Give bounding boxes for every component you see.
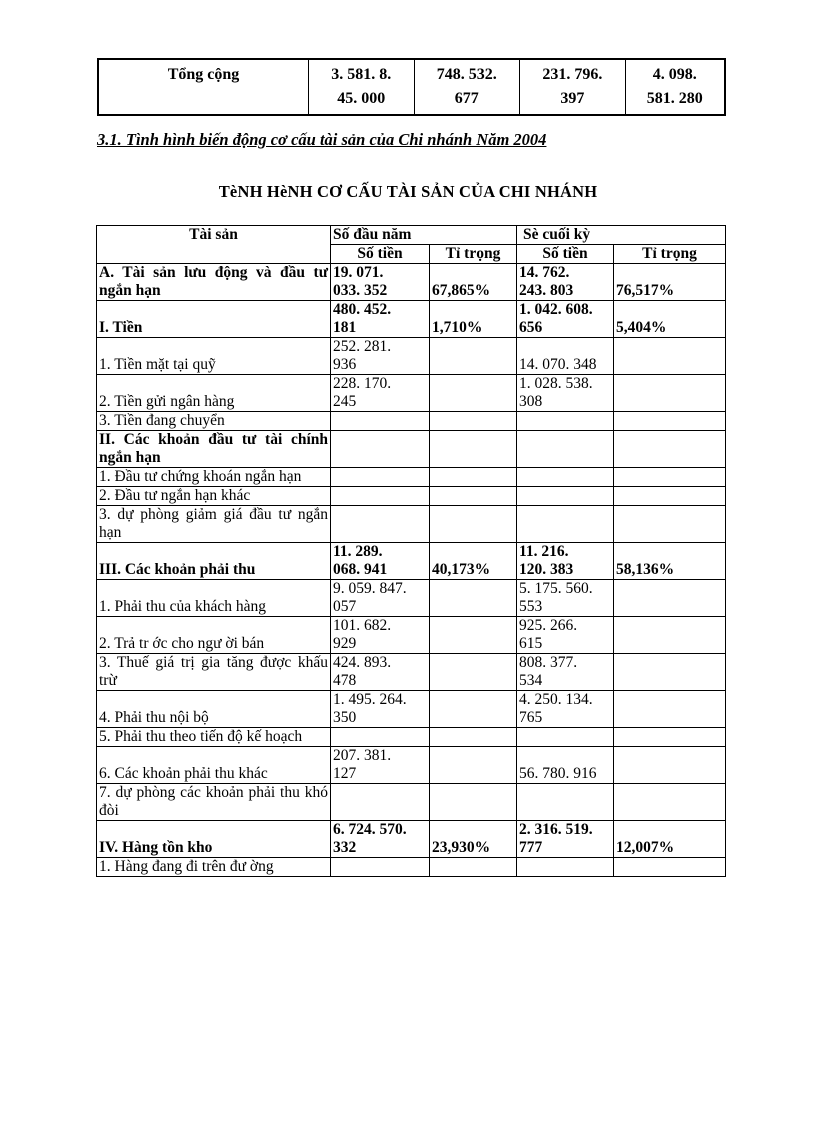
row-end-ratio <box>614 580 726 617</box>
table-row <box>97 264 726 301</box>
row-name: 1. Hàng đang đi trên đư ờng <box>97 858 331 877</box>
row-name: 3. Thuế giá trị gia tăng được khấu trừ <box>97 654 331 691</box>
row-start-ratio <box>430 468 517 487</box>
row-start-ratio: 40,173% <box>430 543 517 580</box>
row-name: 6. Các khoản phải thu khác <box>97 747 331 784</box>
table-row <box>97 858 726 877</box>
row-name: III. Các khoản phải thu <box>97 543 331 580</box>
row-end-ratio: 58,136% <box>614 543 726 580</box>
header-start-amount: Số tiền <box>331 245 430 264</box>
header-asset: Tài sản <box>97 226 331 264</box>
row-name: 1. Tiền mặt tại quỹ <box>97 338 331 375</box>
row-start-amount <box>331 468 430 487</box>
header-end-ratio: Tỉ trọng <box>614 245 726 264</box>
table-row <box>97 580 726 617</box>
row-end-amount: 4. 250. 134. 765 <box>517 691 614 728</box>
row-start-ratio <box>430 412 517 431</box>
table-row <box>97 617 726 654</box>
row-name: 2. Tiền gửi ngân hàng <box>97 375 331 412</box>
row-end-amount: 14. 070. 348 <box>517 338 614 375</box>
row-start-ratio <box>430 858 517 877</box>
row-end-amount: 11. 216. 120. 383 <box>517 543 614 580</box>
table-row <box>97 338 726 375</box>
header-start-of-year: Số đầu năm <box>331 226 517 245</box>
row-name: II. Các khoản đầu tư tài chính ngắn hạn <box>97 431 331 468</box>
table-row <box>97 375 726 412</box>
table-row <box>97 654 726 691</box>
asset-structure-table <box>96 225 726 877</box>
header-end-amount: Số tiền <box>517 245 614 264</box>
row-start-amount: 101. 682. 929 <box>331 617 430 654</box>
row-end-amount <box>517 468 614 487</box>
row-start-amount: 11. 289. 068. 941 <box>331 543 430 580</box>
row-end-ratio <box>614 728 726 747</box>
row-end-ratio <box>614 747 726 784</box>
table-row <box>97 691 726 728</box>
row-start-ratio: 1,710% <box>430 301 517 338</box>
table-row <box>97 784 726 821</box>
row-start-amount: 424. 893. 478 <box>331 654 430 691</box>
row-end-ratio <box>614 468 726 487</box>
row-end-ratio: 12,007% <box>614 821 726 858</box>
total-value-3: 231. 796. 397 <box>520 59 626 115</box>
table-row <box>97 747 726 784</box>
table-title: TèNH HèNH CƠ CẤU TÀI SẢN CỦA CHI NHÁNH <box>218 182 598 201</box>
row-end-amount: 1. 042. 608. 656 <box>517 301 614 338</box>
row-end-ratio <box>614 784 726 821</box>
total-value-2: 748. 532. 677 <box>414 59 520 115</box>
row-name: 2. Đầu tư ngắn hạn khác <box>97 487 331 506</box>
row-name: 5. Phải thu theo tiến độ kế hoạch <box>97 728 331 747</box>
table-row <box>97 412 726 431</box>
section-heading: 3.1. Tình hình biến động cơ cấu tài sản của Chi nhánh Năm 2004 <box>97 130 547 149</box>
header-row-1 <box>97 226 726 245</box>
row-name: I. Tiền <box>97 301 331 338</box>
row-end-ratio <box>614 858 726 877</box>
row-end-amount <box>517 784 614 821</box>
table-row <box>97 728 726 747</box>
row-name: 4. Phải thu nội bộ <box>97 691 331 728</box>
row-start-ratio <box>430 784 517 821</box>
row-end-amount: 1. 028. 538. 308 <box>517 375 614 412</box>
total-row <box>98 59 725 115</box>
row-end-amount <box>517 728 614 747</box>
row-end-amount <box>517 506 614 543</box>
table-row <box>97 301 726 338</box>
row-end-ratio <box>614 338 726 375</box>
row-end-ratio <box>614 691 726 728</box>
row-start-ratio <box>430 431 517 468</box>
row-end-amount <box>517 858 614 877</box>
row-end-ratio <box>614 654 726 691</box>
row-start-ratio: 67,865% <box>430 264 517 301</box>
total-value-1: 3. 581. 8. 45. 000 <box>309 59 415 115</box>
row-start-ratio <box>430 747 517 784</box>
row-end-amount: 56. 780. 916 <box>517 747 614 784</box>
row-end-amount: 925. 266. 615 <box>517 617 614 654</box>
row-start-ratio <box>430 580 517 617</box>
row-start-amount: 480. 452. 181 <box>331 301 430 338</box>
row-start-amount: 9. 059. 847. 057 <box>331 580 430 617</box>
table-row <box>97 506 726 543</box>
total-label: Tổng cộng <box>98 59 309 115</box>
row-name: A. Tài sản lưu động và đầu tư ngắn hạn <box>97 264 331 301</box>
row-name: IV. Hàng tồn kho <box>97 821 331 858</box>
row-start-amount: 1. 495. 264. 350 <box>331 691 430 728</box>
row-start-amount: 6. 724. 570. 332 <box>331 821 430 858</box>
header-start-ratio: Tỉ trọng <box>430 245 517 264</box>
row-start-amount: 19. 071. 033. 352 <box>331 264 430 301</box>
row-name: 2. Trả tr ớc cho ngư ời bán <box>97 617 331 654</box>
row-end-amount: 5. 175. 560. 553 <box>517 580 614 617</box>
row-start-ratio <box>430 654 517 691</box>
row-end-ratio <box>614 431 726 468</box>
row-start-ratio <box>430 617 517 654</box>
row-start-amount <box>331 487 430 506</box>
row-end-amount: 808. 377. 534 <box>517 654 614 691</box>
row-name: 1. Đầu tư chứng khoán ngắn hạn <box>97 468 331 487</box>
row-end-amount <box>517 487 614 506</box>
row-start-amount <box>331 506 430 543</box>
table-row <box>97 468 726 487</box>
row-start-amount: 207. 381. 127 <box>331 747 430 784</box>
row-start-ratio <box>430 728 517 747</box>
row-start-ratio <box>430 506 517 543</box>
row-name: 7. dự phòng các khoản phải thu khó đòi <box>97 784 331 821</box>
row-name: 1. Phải thu của khách hàng <box>97 580 331 617</box>
row-end-ratio <box>614 412 726 431</box>
row-name: 3. dự phòng giảm giá đầu tư ngắn hạn <box>97 506 331 543</box>
table-row <box>97 487 726 506</box>
row-start-ratio <box>430 487 517 506</box>
total-value-4: 4. 098. 581. 280 <box>625 59 725 115</box>
row-start-amount <box>331 858 430 877</box>
table-row <box>97 543 726 580</box>
table-row <box>97 431 726 468</box>
row-name: 3. Tiền đang chuyển <box>97 412 331 431</box>
row-start-amount <box>331 431 430 468</box>
row-end-ratio <box>614 375 726 412</box>
row-start-amount <box>331 412 430 431</box>
row-start-ratio <box>430 375 517 412</box>
row-start-ratio <box>430 338 517 375</box>
header-end-of-period: Sè cuối kỳ <box>517 226 726 245</box>
row-end-amount <box>517 412 614 431</box>
row-end-ratio <box>614 487 726 506</box>
row-end-ratio <box>614 617 726 654</box>
row-end-ratio: 5,404% <box>614 301 726 338</box>
row-start-amount <box>331 784 430 821</box>
table-row <box>97 821 726 858</box>
row-end-amount <box>517 431 614 468</box>
total-table <box>97 58 726 116</box>
row-end-ratio <box>614 506 726 543</box>
row-end-amount: 2. 316. 519. 777 <box>517 821 614 858</box>
row-start-amount: 252. 281. 936 <box>331 338 430 375</box>
row-end-amount: 14. 762. 243. 803 <box>517 264 614 301</box>
row-end-ratio: 76,517% <box>614 264 726 301</box>
row-start-amount <box>331 728 430 747</box>
row-start-ratio <box>430 691 517 728</box>
row-start-amount: 228. 170. 245 <box>331 375 430 412</box>
row-start-ratio: 23,930% <box>430 821 517 858</box>
